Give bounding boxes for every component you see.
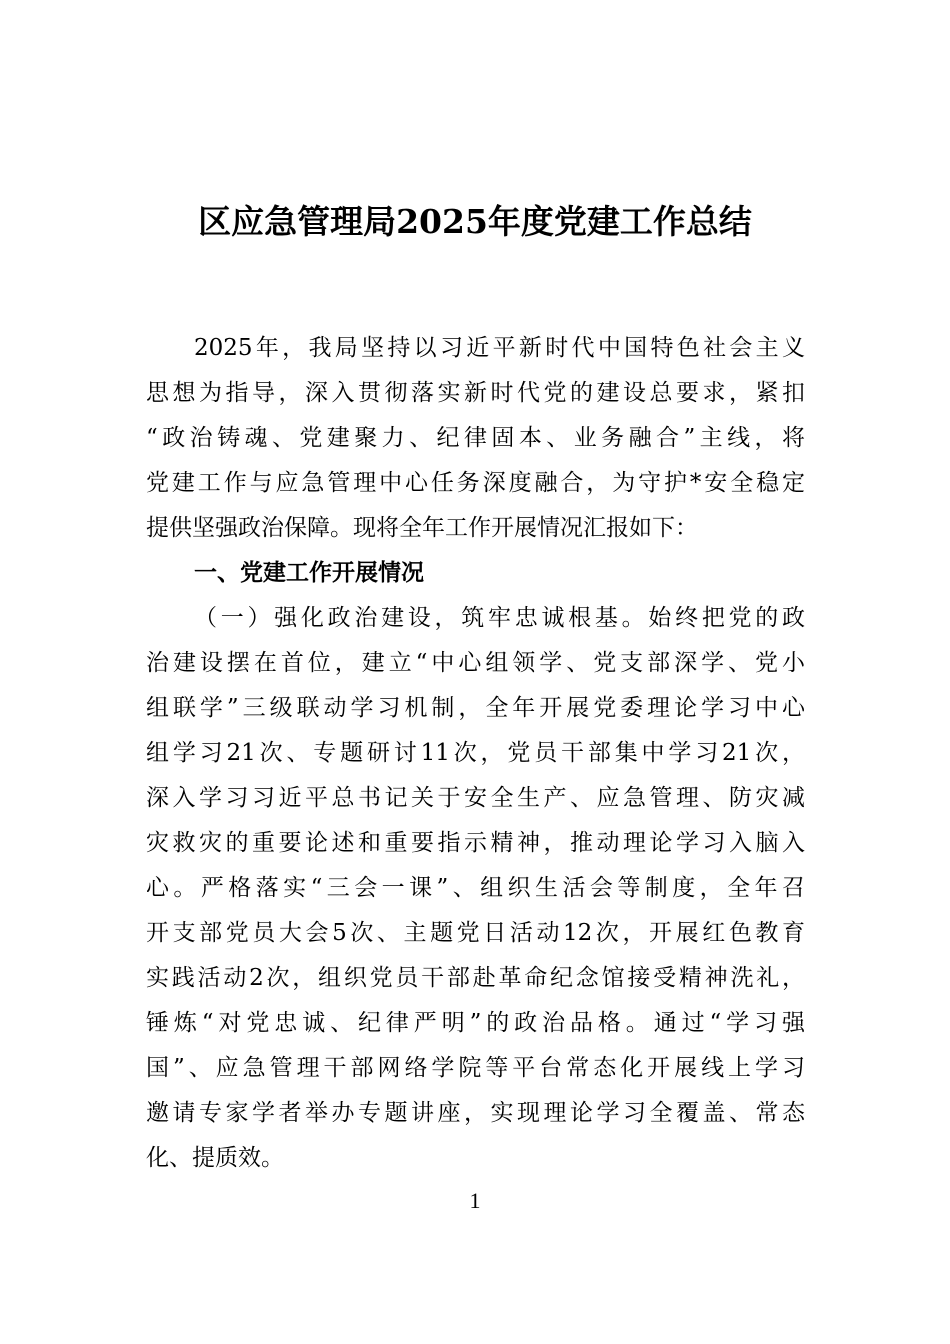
paragraph-line: 深入学习习近平总书记关于安全生产、应急管理、防灾减: [146, 785, 805, 811]
document-body: [146, 326, 805, 1181]
paragraph-line: 思想为指导，深入贯彻落实新时代党的建设总要求，紧扣: [146, 380, 805, 406]
paragraph-line: 邀请专家学者举办专题讲座，实现理论学习全覆盖、常态: [146, 1100, 805, 1126]
paragraph-line: 实践活动2次，组织党员干部赴革命纪念馆接受精神洗礼，: [146, 965, 805, 991]
paragraph-line: 提供坚强政治保障。现将全年工作开展情况汇报如下：: [146, 515, 698, 541]
paragraph-line: （一）强化政治建设，筑牢忠诚根基。始终把党的政: [194, 605, 805, 631]
paragraph-line: 灾救灾的重要论述和重要指示精神，推动理论学习入脑入: [146, 830, 805, 856]
paragraph-line: 锤炼“对党忠诚、纪律严明”的政治品格。通过“学习强: [146, 1010, 805, 1036]
paragraph-line: 党建工作与应急管理中心任务深度融合，为守护*安全稳定: [146, 470, 805, 496]
paragraph-line: 心。严格落实“三会一课”、组织生活会等制度，全年召: [146, 875, 805, 901]
paragraph-line: “政治铸魂、党建聚力、纪律固本、业务融合”主线，将: [146, 425, 805, 451]
page-number: 1: [469, 1188, 481, 1213]
section-heading: 一、党建工作开展情况: [194, 560, 424, 586]
paragraph-line: 组学习21次、专题研讨11次，党员干部集中学习21次，: [146, 740, 805, 766]
paragraph-line: 开支部党员大会5次、主题党日活动12次，开展红色教育: [146, 920, 805, 946]
paragraph-line: 组联学”三级联动学习机制，全年开展党委理论学习中心: [146, 695, 805, 721]
paragraph-line: 2025年，我局坚持以习近平新时代中国特色社会主义: [194, 335, 805, 361]
document-title: 区应急管理局2025年度党建工作总结: [198, 202, 752, 241]
paragraph-line: 国”、应急管理干部网络学院等平台常态化开展线上学习: [146, 1055, 805, 1081]
paragraph-line: 治建设摆在首位，建立“中心组领学、党支部深学、党小: [146, 650, 805, 676]
paragraph-line: 化、提质效。: [146, 1145, 284, 1171]
